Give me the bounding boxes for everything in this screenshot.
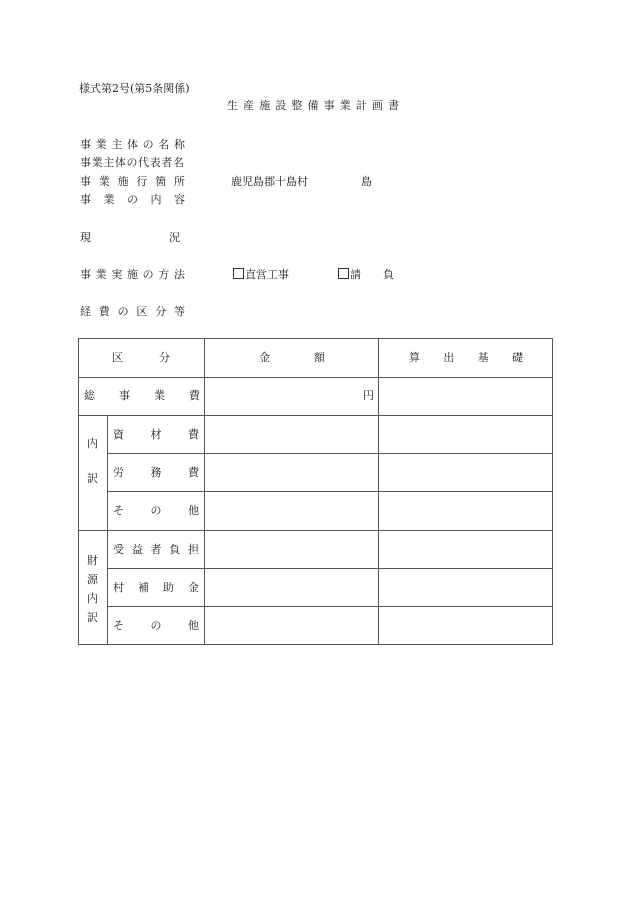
header-category — [112, 351, 170, 365]
char: 設 — [275, 99, 287, 112]
char: の — [142, 138, 154, 151]
char: 材 — [150, 428, 162, 441]
checkbox-icon[interactable] — [233, 268, 244, 279]
char: そ — [113, 504, 124, 517]
other-cost-label — [113, 504, 199, 518]
yen-unit: 円 — [363, 389, 374, 402]
char: 費 — [98, 305, 110, 318]
char: 内 — [150, 193, 162, 206]
char: の — [126, 156, 138, 169]
row-divider — [107, 606, 552, 607]
char: 分 — [155, 305, 167, 318]
char: 実 — [111, 268, 123, 281]
char: 者 — [161, 156, 173, 169]
char: 事 — [80, 193, 91, 206]
char: の — [150, 504, 162, 517]
representative-label — [80, 156, 184, 170]
status-label — [80, 231, 180, 245]
char: 産 — [243, 99, 255, 112]
char: 者 — [150, 543, 162, 556]
char: 務 — [150, 466, 162, 479]
char: そ — [113, 619, 124, 632]
char: 費 — [188, 466, 199, 479]
total-cost-amount[interactable] — [208, 389, 374, 403]
char: 業 — [103, 193, 115, 206]
char: 総 — [84, 389, 95, 402]
funding-group-label — [78, 551, 107, 627]
site-island-suffix: 島 — [361, 175, 372, 188]
char: 訳 — [87, 611, 98, 624]
char: 事 — [80, 175, 91, 188]
char: 況 — [169, 231, 180, 244]
char: 費 — [188, 428, 199, 441]
char: 生 — [227, 99, 238, 112]
char: の — [142, 268, 154, 281]
col-divider — [204, 338, 205, 645]
breakdown-group-label — [78, 434, 107, 488]
char: 箇 — [155, 175, 167, 188]
char: 村 — [113, 581, 124, 594]
char: 訳 — [87, 472, 98, 485]
char: 経 — [80, 305, 91, 318]
char: 分 — [159, 351, 170, 364]
char: 労 — [113, 466, 124, 479]
char: 名 — [158, 138, 170, 151]
char: 事 — [119, 389, 130, 402]
char: 基 — [477, 351, 489, 364]
row-divider — [78, 415, 552, 416]
char: 施 — [126, 268, 138, 281]
char: 代 — [138, 156, 150, 169]
char: 事 — [80, 156, 91, 169]
char: 業 — [95, 138, 107, 151]
row-divider — [107, 568, 552, 569]
char: 称 — [173, 138, 185, 151]
char: 出 — [443, 351, 455, 364]
col-divider — [107, 415, 108, 645]
char: 源 — [87, 573, 98, 586]
option-label: 請 — [350, 268, 361, 281]
char: 業 — [339, 99, 351, 112]
char: 業 — [95, 268, 107, 281]
char: 算 — [409, 351, 420, 364]
char: 計 — [355, 99, 367, 112]
char: 受 — [113, 543, 124, 556]
site-value: 鹿児島郡十島村 — [231, 175, 308, 188]
cost-table — [78, 338, 552, 645]
char: 名 — [173, 156, 184, 169]
funding-other-label — [113, 619, 199, 633]
char: 施 — [117, 175, 129, 188]
char: 金 — [188, 581, 199, 594]
option-direct-construction[interactable] — [233, 268, 289, 282]
char: 内 — [87, 592, 98, 605]
char: 他 — [188, 504, 199, 517]
char: の — [127, 193, 138, 206]
char: 主 — [103, 156, 115, 169]
char: 体 — [114, 156, 126, 169]
char: 体 — [126, 138, 138, 151]
char: 表 — [149, 156, 161, 169]
char: 行 — [136, 175, 148, 188]
char: 備 — [307, 99, 319, 112]
char: 業 — [91, 156, 103, 169]
option-contract-label-2: 負 — [383, 268, 394, 281]
char: 方 — [158, 268, 170, 281]
header-basis — [409, 351, 523, 365]
form-number: 様式第2号(第5条関係) — [79, 82, 190, 95]
char: 事 — [323, 99, 335, 112]
row-divider — [107, 453, 552, 454]
char: 事 — [80, 268, 91, 281]
entity-name-label — [80, 138, 185, 152]
char: 主 — [111, 138, 123, 151]
char: 礎 — [511, 351, 523, 364]
char: 整 — [291, 99, 303, 112]
char: 画 — [371, 99, 383, 112]
table-border-right — [552, 338, 553, 645]
char: 補 — [138, 581, 149, 594]
char: 区 — [112, 351, 123, 364]
char: 所 — [173, 175, 185, 188]
char: 業 — [154, 389, 165, 402]
row-divider — [107, 491, 552, 492]
char: 財 — [87, 554, 98, 567]
checkbox-icon[interactable] — [338, 268, 349, 279]
method-label — [80, 268, 185, 282]
char: 事 — [80, 138, 91, 151]
col-divider — [378, 338, 379, 645]
char: 助 — [163, 581, 174, 594]
char: 担 — [188, 543, 199, 556]
char: 区 — [136, 305, 148, 318]
char: 等 — [173, 305, 185, 318]
char: 額 — [314, 351, 325, 364]
char: 法 — [173, 268, 185, 281]
char: 内 — [87, 437, 98, 450]
header-amount — [259, 351, 325, 365]
char: 負 — [169, 543, 181, 556]
char: 容 — [174, 193, 185, 206]
site-label — [80, 175, 185, 189]
char: 書 — [387, 99, 399, 112]
char: 金 — [259, 351, 270, 364]
option-contract[interactable] — [338, 268, 361, 282]
char: 業 — [98, 175, 110, 188]
char: の — [117, 305, 129, 318]
table-border-bottom — [78, 644, 553, 645]
row-divider — [78, 530, 552, 531]
char: 益 — [131, 543, 143, 556]
labor-cost-label — [113, 466, 199, 480]
char: の — [150, 619, 162, 632]
row-divider — [78, 377, 552, 378]
document-title — [227, 99, 399, 113]
option-label: 直営工事 — [245, 268, 289, 281]
table-border-top — [78, 338, 552, 339]
char: 費 — [189, 389, 200, 402]
total-cost-label — [84, 389, 200, 403]
char: 施 — [259, 99, 271, 112]
village-subsidy-label — [113, 581, 199, 595]
materials-cost-label — [113, 428, 199, 442]
cost-classification-label — [80, 305, 185, 319]
beneficiary-share-label — [113, 543, 199, 557]
content-label — [80, 193, 185, 207]
char: 他 — [188, 619, 199, 632]
char: 現 — [80, 231, 91, 244]
char: 資 — [113, 428, 124, 441]
